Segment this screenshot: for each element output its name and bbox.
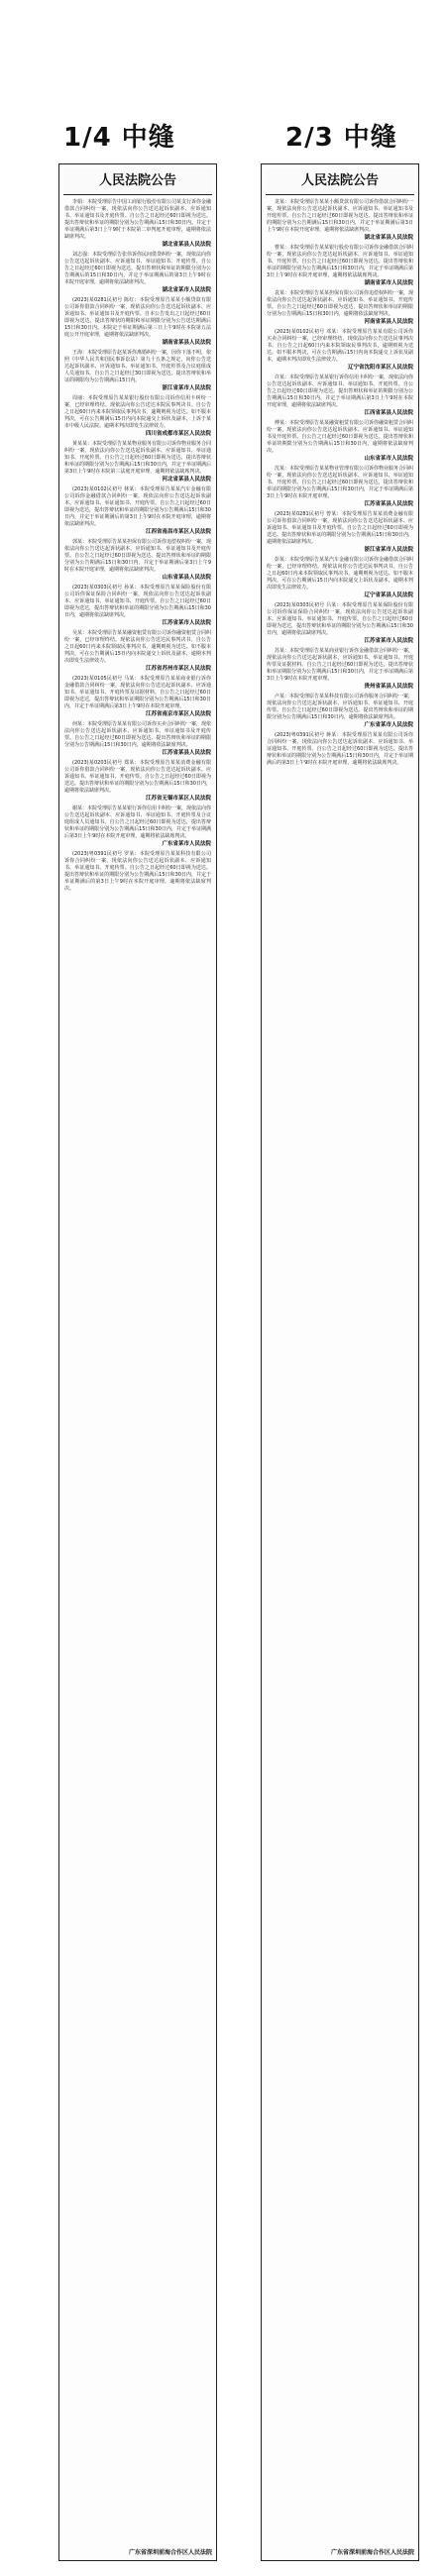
court-signature: 山东省某市人民法院 bbox=[364, 456, 413, 462]
court-signature: 贵州省某县人民法院 bbox=[364, 684, 413, 690]
announcement-paragraph: 吴某：本院受理原告某某融资租赁有限公司诉你融资租赁合同纠纷一案，已经审理终结。现依法向你公告送达民事判决书。自公告之日起60日内来本院领取民事判决书，逾期则视为送达。如不服本判决，可在公告期满后15日内向本院递交上诉状及副本，逾期本判决即发生法律效力。 bbox=[64, 630, 212, 664]
announcement-paragraph: (2023)某0281民初号 陈红：本院受理原告某某小额贷款有限公司诉你借款合同纠纷一案，现依法向你公告送达起诉状副本、应诉通知书、举证通知书及开庭传票。自本公告发出之日起经过60日即视为送达。提出答辩状的期限和举证期限分别为公告送达期满后15日和30日内。本院定于举证期满后第三日上午9时在本院第五法庭公开开庭审理，逾期将依法缺席判决。 bbox=[64, 297, 211, 338]
court-signature: 浙江省某市人民法院 bbox=[162, 385, 211, 391]
court-signature: 四川省成都市某区人民法院 bbox=[145, 431, 211, 437]
announcement-paragraph: 傅某：本院受理原告某某融资租赁有限公司诉你融资租赁合同纠纷一案，现依法向你公告送达起诉状副本、应诉通知书、举证通知书及开庭传票。自公告之日起经过60日即视为送达。提出答辩状和举证的期限分别为公告期满后15日和30日内，逾期将依法缺席判决。 bbox=[267, 420, 414, 454]
court-signature: 河北省某县人民法院 bbox=[162, 477, 211, 483]
announcement-paragraph: (2023)某0303民初号 吕某：本院受理原告某某保险股份有限公司诉你保证保险合同纠纷一案，现依法向你公告送达起诉状副本、应诉通知书、举证通知书、开庭传票。自公告之日起经过60日即视为送达，提出答辩状和举证的期限分别为公告期满后15日和30日内，逾期将依法缺席判决。 bbox=[267, 602, 413, 636]
announcement-paragraph: (2023)粤0391民初号 蒋某：本院受理原告某某有限公司诉你合同纠纷一案，现依法向你公告送达起诉状副本、应诉通知书、举证通知书、开庭传票。自公告之日起经过60日即视为送达。提出答辩状和举证的期限分别为公告期满后15日和30日内，并定于举证期满后的第3日上午9时在本院开庭审理，逾期将依法缺席判决。 bbox=[267, 732, 413, 766]
announcement-paragraph: (2023)粤0391民初号 罗某：本院受理原告某某科技有限公司诉你合同纠纷一案，现依法向你公告送达起诉状副本、应诉通知书、举证通知书、开庭传票。自公告之日起经过60日即视为送达。提出答辩状和举证的期限分别为公告期满后15日和30日内，并定于举证期满后的第3日上午9时在本院开庭审理，逾期将依法缺席判决。 bbox=[64, 851, 211, 892]
right-column-footer: 广东省深圳前海合作区人民法院 bbox=[330, 2549, 414, 2556]
announcement-paragraph: 黄某某：本院受理原告某某物业服务有限公司诉你物业服务合同纠纷一案，现依法向你公告送达起诉状副本、应诉通知书、举证通知书、开庭传票。自公告之日起经过60日即视为送达，提出答辩状和举证的期限分别为公告期满后15日和30日内，并定于举证期满后第3日上午9时在本院第三法庭开庭审理，逾期将依法缺席判决。 bbox=[64, 441, 212, 475]
left-gutter-label: 1/4 中缝 bbox=[63, 123, 175, 153]
court-signature: 广东省某市人民法院 bbox=[162, 841, 211, 847]
announcement-paragraph: 谢某：本院受理原告某某银行诉你信用卡纠纷一案，现依法向你公告送达起诉状副本、应诉通知书、举证通知书、开庭传票及合议庭组成人员通知书。自公告之日起经过60日即视为送达，提出答辩状和举证的期限分别为公告期满后15日和30日内，并定于举证期满后第3日上午9时在本院开庭审理，逾期将依法缺席判决。 bbox=[64, 805, 212, 839]
court-signature: 江苏省南京市某区人民法院 bbox=[145, 711, 211, 717]
announcement-paragraph: (2023)某0102民初号 邓某：本院受理原告某某有限公司诉你买卖合同纠纷一案，已经审理终结。现依法向你公告送达民事判决书。自公告之日起60日内来本院领取民事判决书，逾期则视为送达。如不服本判决，可在公告期满后15日内向本院递交上诉状及副本，逾期本判决即发生法律效力。 bbox=[267, 329, 413, 363]
announcement-paragraph: 李娟：本院受理原告中国工商银行股份有限公司某支行诉你金融借款合同纠纷一案，现依法向你公告送达起诉状副本、应诉通知书、举证通知书及开庭传票。自公告之日起经过60日即视为送达。提出答辩状和举证的期限分别为公告期满后15日和30日内。并定于举证期满后第3日上午9时于本院第二审判庭开庭审理，逾期将依法缺席判决。 bbox=[64, 199, 212, 240]
announcement-paragraph: (2023)某0281民初号 曾某：本院受理原告某某消费金融有限公司诉你借款合同纠纷一案，现依法向你公告送达起诉状副本、应诉通知书、举证通知书及开庭传票。自公告之日起经过60日即视为送达。提出答辩状和举证的期限分别为公告期满后15日和30日内，逾期将依法缺席判决。 bbox=[267, 511, 413, 545]
announcement-paragraph: (2023)某0303民初号 孙某：本院受理原告某某保险股份有限公司诉你保证保险合同纠纷一案，现依法向你公告送达起诉状副本、应诉通知书、举证通知书、开庭传票。自公告之日起经过60日即视为送达，提出答辩状和举证的期限分别为公告期满后15日和30日内，逾期将依法缺席判决。 bbox=[64, 585, 211, 618]
announcement-paragraph: 彭某：本院受理原告某某汽车金融有限公司诉你金融借款合同纠纷一案，已经审理终结。现依法向你公告送达民事判决书。自公告之日起60日内来本院领取民事判决书，逾期则视为送达。如不服本判决，可在公告期满后15日内向本院递交上诉状及副本，逾期本判决即发生法律效力。 bbox=[267, 557, 414, 590]
right-column-body bbox=[262, 197, 418, 767]
court-signature: 湖北省某市人民法院 bbox=[162, 287, 211, 293]
left-column-title: 人民法院公告 bbox=[63, 168, 212, 195]
announcement-paragraph: 刘志强：本院受理原告张伟诉你民间借贷纠纷一案，现依法向你公告送达起诉状副本、应诉通知书、举证通知书、开庭传票。自公告之日起经过60日即视为送达，提出答辩状和举证的期限分别为公告期满后的15日和30日内，并定于举证期满后的第3日上午9时在本院开庭审理，逾期将依法缺席判决。 bbox=[64, 252, 212, 285]
right-column-title: 人民法院公告 bbox=[266, 168, 414, 195]
left-column-footer: 广东省深圳前海合作区人民法院 bbox=[128, 2549, 212, 2556]
court-signature: 江西省某县人民法院 bbox=[364, 410, 413, 416]
announcement-paragraph: 曹某：本院受理原告某某银行股份有限公司诉你金融借款合同纠纷一案，现依法向你公告送达起诉状副本、应诉通知书、举证通知书、开庭传票。自公告之日起经过60日即视为送达。提出答辩状和举证的期限分别为公告期满后15日和30日内，并定于举证期满后第3日上午9时在本院开庭审理，逾期将依法缺席判决。 bbox=[267, 245, 414, 278]
announcement-paragraph: 郭某：本院受理原告某某担保有限公司诉你追偿权纠纷一案，现依法向你公告送达起诉状副本、应诉通知书、举证通知书及开庭传票。自公告之日起经过60日即视为送达。提出答辩状和举证的期限分别为公告期满后15日和30日内，并定于举证期满后第3日上午9时在本院开庭审理，逾期将依法缺席判决。 bbox=[64, 539, 212, 573]
announcement-paragraph: 周丽：本院受理原告某某银行股份有限公司诉你信用卡纠纷一案，已经审理终结。现依法向你公告送达本院民事判决书。自公告之日起60日内来本院领取民事判决书，逾期则视为送达。如不服本判决，可在公告期满后15日内向本院递交上诉状及副本，上诉于某市中级人民法院。逾期本判决即发生法律效力。 bbox=[64, 395, 211, 429]
left-column-body bbox=[59, 197, 216, 893]
announcement-paragraph: 卢某：本院受理原告某某科技有限公司诉你服务合同纠纷一案，现依法向你公告送达起诉状副本、应诉通知书、举证通知书、开庭传票。自公告之日起经过60日即视为送达。提出答辩状和举证的期限分别为公告期满后15日和30日内，逾期将依法缺席判决。 bbox=[267, 694, 414, 720]
announcement-paragraph: 袁某：本院受理原告某某担保有限公司诉你追偿权纠纷一案，现依法向你公告送达起诉状副本、应诉通知书、举证通知书、开庭传票。自公告之日起经过60日即视为送达，提出答辩状和举证的期限分别为公告期满后15日和30日内，逾期将依法缺席判决。 bbox=[267, 290, 414, 317]
court-signature: 浙江省某市人民法院 bbox=[364, 547, 413, 553]
court-signature: 湖南省某县人民法院 bbox=[162, 340, 211, 346]
announcement-paragraph: 沈某：本院受理原告某某物业管理有限公司诉你物业服务合同纠纷一案，现依法向你公告送达起诉状副本、应诉通知书、举证通知书、开庭传票。自公告之日起经过60日即视为送达，提出答辩状和举证的期限分别为公告期满后15日和30日内，并定于举证期满后第3日上午9时在本院开庭审理。 bbox=[267, 466, 414, 499]
court-signature: 江苏省某县人民法院 bbox=[364, 501, 413, 507]
court-signature: 江西省南昌市某区人民法院 bbox=[145, 529, 211, 535]
announcement-paragraph: (2023)某0203民初号 郑某：本院受理原告某某消费金融有限公司诉你借款合同纠纷一案，现依法向你公告送达起诉状副本、应诉通知书、举证通知书、开庭传票。自公告之日起经过60日即视为送达。提出答辩状和举证的期限分别为公告期满后15日和30日内，逾期将依法缺席判决。 bbox=[64, 760, 211, 794]
announcement-paragraph: 许某：本院受理原告某某银行诉你信用卡纠纷一案，现依法向你公告送达起诉状副本、应诉通知书、举证通知书、开庭传票。自公告之日起经过60日即视为送达。提出答辩状和举证的期限分别为公告期满后15日和30日内，并定于举证期满后第3日上午9时在本院开庭审理，逾期将依法缺席判决。 bbox=[267, 375, 414, 408]
court-signature: 辽宁省沈阳市某区人民法院 bbox=[347, 365, 413, 371]
announcement-paragraph: 王海：本院受理原告赵某诉你离婚纠纷一案，因你下落不明，依照《中华人民共和国民事诉讼法》第九十五条之规定，向你公告送达起诉状副本、应诉通知书、举证通知书、开庭传票及合议庭组成人员通知书。自公告之日起经过30日即视为送达。提出答辩状和举证的期限均为公告期满后15日内。 bbox=[64, 350, 212, 383]
court-signature: 湖南省某市人民法院 bbox=[364, 280, 413, 286]
left-announcement-column bbox=[58, 163, 217, 2561]
court-signature: 江苏省无锡市某区人民法院 bbox=[145, 796, 211, 802]
court-signature: 湖北省某县人民法院 bbox=[364, 235, 413, 241]
court-signature: 江苏省某市人民法院 bbox=[162, 620, 211, 626]
court-signature: 湖北省某县人民法院 bbox=[162, 242, 211, 248]
court-signature: 山东省某县人民法院 bbox=[162, 575, 211, 581]
right-gutter-label: 2/3 中缝 bbox=[285, 123, 397, 153]
court-signature: 广东省某市人民法院 bbox=[364, 722, 413, 728]
announcement-paragraph: 何某：本院受理原告某某有限公司诉你买卖合同纠纷一案，现依法向你公告送达起诉状副本、应诉通知书、举证通知书及开庭传票。自公告之日起经过60日即视为送达。提出答辩状和举证的期限分别为公告期满后15日和30日内，逾期将依法缺席判决。 bbox=[64, 721, 212, 748]
court-signature: 河南省某县人民法院 bbox=[364, 319, 413, 325]
announcement-paragraph: (2023)某0105民初号 马某：本院受理原告某某商业银行诉你金融借款合同纠纷一案，现依法向你公告送达起诉状副本、应诉通知书、举证通知书、开庭传票及证据材料。自公告之日起经过60日即视为送达，提出答辩状和举证期限分别为公告期满后15日和30日内，并定于举证期满后第3日上午9时在本院开庭审理。 bbox=[64, 676, 211, 709]
announcement-paragraph: (2023)某0102民初号 林某：本院受理原告某某汽车金融有限公司诉你金融借款合同纠纷一案，现依法向你公告送达起诉状副本、应诉通知书、举证通知书、开庭传票。自公告之日起经过60日即视为送达，提出答辩状和举证的期限分别为公告期满后15日和30日内，并定于举证期满后的第3日上午9时在本院开庭审理，逾期将依法缺席判决。 bbox=[64, 486, 211, 527]
announcement-paragraph: 苏某：本院受理原告某某商业银行诉你金融借款合同纠纷一案，现依法向你公告送达起诉状副本、应诉通知书、举证通知书、开庭传票及证据材料。自公告之日起经过60日即视为送达，提出答辩状和举证期限分别为公告期满后15日和30日内，并定于举证期满后第3日上午9时在本院开庭审理。 bbox=[267, 648, 414, 682]
court-signature: 辽宁省某县人民法院 bbox=[364, 592, 413, 598]
announcement-paragraph: 龙某：本院受理原告某某小额贷款有限公司诉你借款合同纠纷一案，现依法向你公告送达起诉状副本、应诉通知书、举证通知书及开庭传票。自公告之日起经过60日即视为送达。提出答辩状和举证的期限分别为公告期满后15日和30日内，并定于举证期满后第3日上午9时在本院开庭审理，逾期将依法缺席判决。 bbox=[267, 199, 414, 233]
court-signature: 江苏省某县人民法院 bbox=[162, 750, 211, 756]
court-signature: 江苏省苏州市某区人民法院 bbox=[145, 666, 211, 672]
right-announcement-column bbox=[261, 163, 419, 2561]
court-signature: 江苏省某市人民法院 bbox=[364, 638, 413, 644]
